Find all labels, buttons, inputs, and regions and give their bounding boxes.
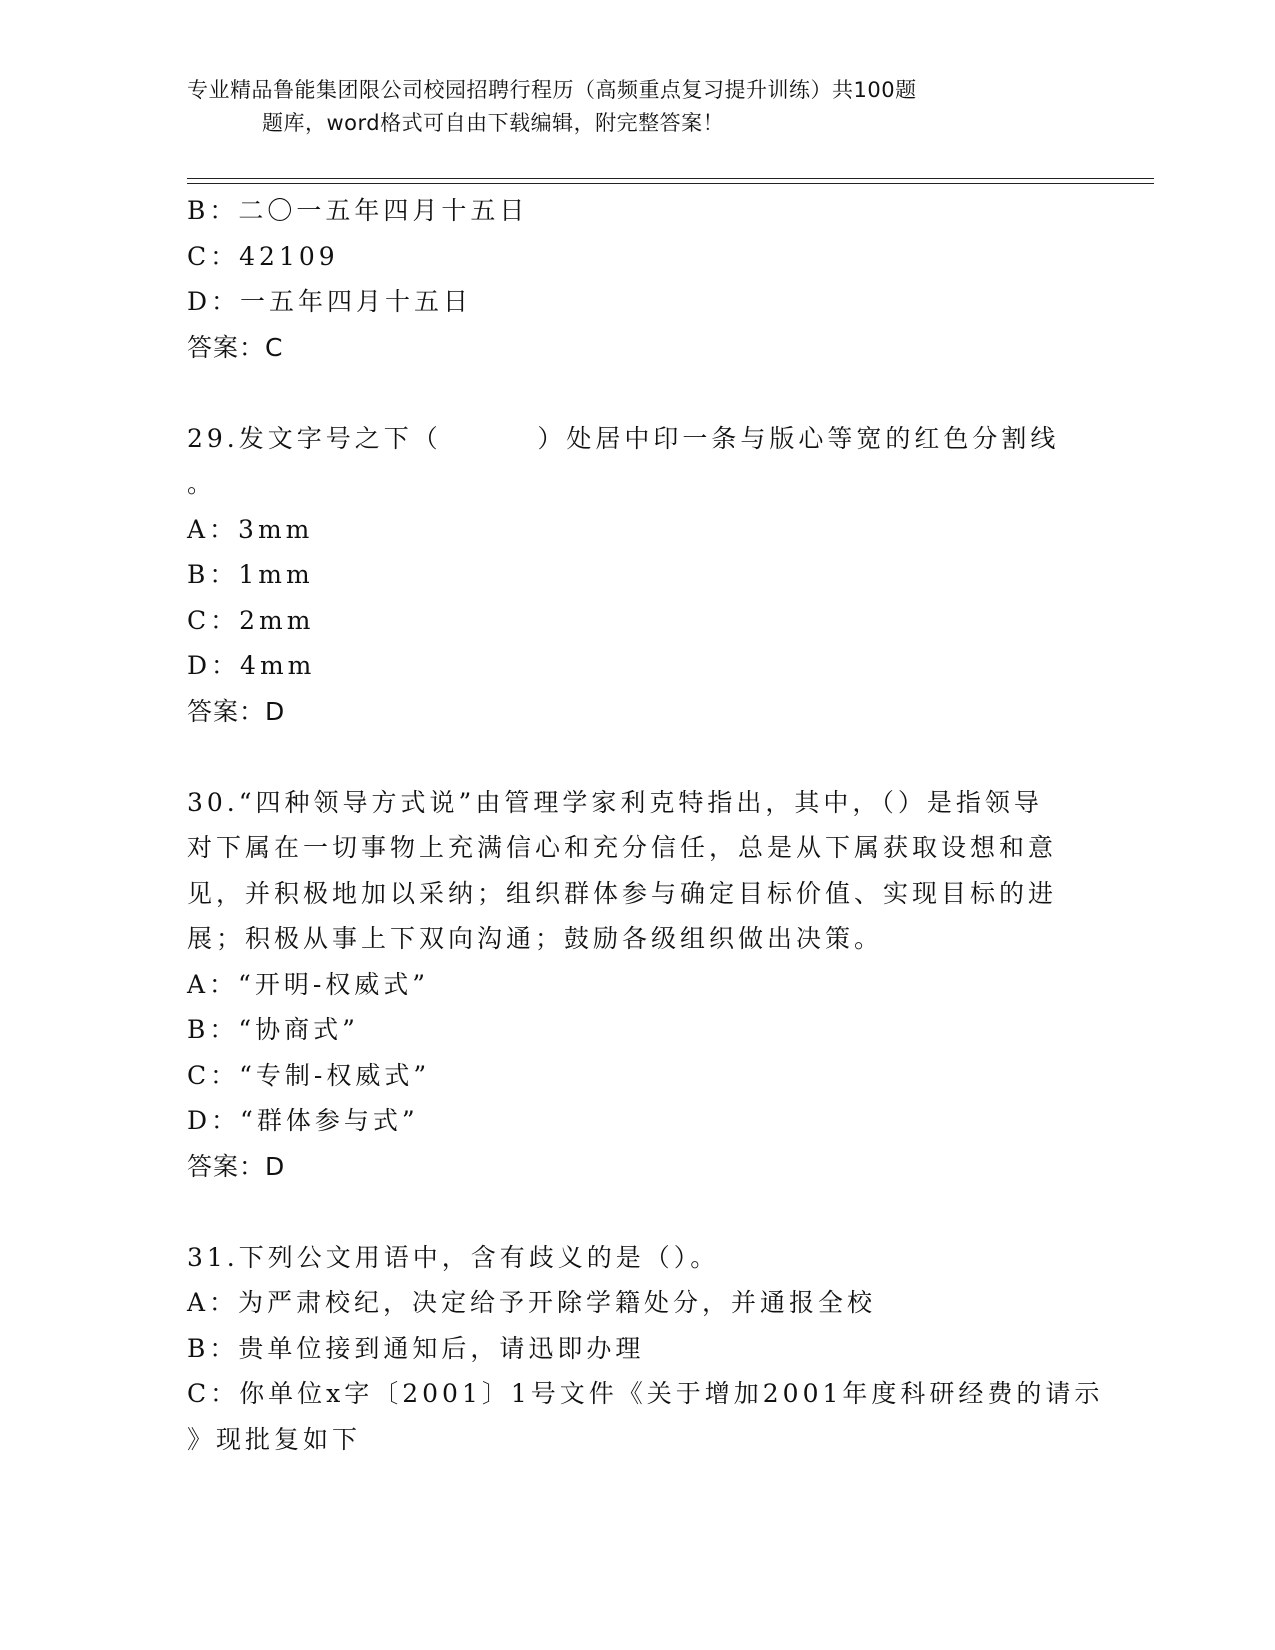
spacer (187, 734, 1087, 780)
document-header (187, 74, 1067, 140)
option-a: A：为严肃校纪，决定给予开除学籍处分，并通报全校 (187, 1288, 877, 1317)
question-list (187, 188, 1104, 1462)
option-c-continued: 》现批复如下 (187, 1424, 362, 1454)
option-b: B：贵单位接到通知后，请迅即办理 (187, 1333, 645, 1363)
header-title-line2: 题库，word格式可自由下载编辑，附完整答案！ (262, 111, 725, 135)
question-28 (187, 188, 1087, 370)
question-stem: 对下属在一切事物上充满信心和充分信任，总是从下属获取设想和意 (187, 833, 1058, 862)
header-title-line1: 专业精品鲁能集团限公司校园招聘行程历（高频重点复习提升训练）共100题 (187, 78, 917, 102)
question-stem: 。 (187, 469, 217, 498)
option-c: C：“专制-权威式” (187, 1060, 431, 1090)
question-stem: 30.“四种领导方式说”由管理学家利克特指出，其中，（）是指领导 (187, 787, 1043, 817)
question-29 (187, 416, 1087, 735)
answer: 答案：C (187, 332, 284, 362)
option-b: B：1mm (187, 560, 314, 589)
question-stem: 展；积极从事上下双向沟通；鼓励各级组织做出决策。 (187, 924, 884, 953)
option-a: A：“开明-权威式” (187, 969, 430, 999)
option-a: A：3mm (187, 514, 314, 544)
option-d: D：“群体参与式” (187, 1106, 419, 1135)
option-c: C：你单位x字〔2001〕1号文件《关于增加2001年度科研经费的请示 (187, 1379, 1104, 1408)
option-b: B：二〇一五年四月十五日 (187, 196, 529, 225)
option-c: C：2mm (187, 605, 315, 635)
header-divider-top (187, 178, 1154, 179)
option-d: D：4mm (187, 651, 316, 680)
question-30 (187, 780, 1087, 1190)
question-stem: 31.下列公文用语中，含有歧义的是（）。 (187, 1242, 720, 1272)
question-stem: 见，并积极地加以采纳；组织群体参与确定目标价值、实现目标的进 (187, 878, 1058, 908)
spacer (187, 1189, 1087, 1235)
header-divider-bottom (187, 183, 1154, 184)
answer: 答案：D (187, 696, 286, 726)
question-31 (187, 1235, 1104, 1463)
answer: 答案：D (187, 1151, 286, 1181)
option-b: B：“协商式” (187, 1015, 359, 1044)
option-d: D：一五年四月十五日 (187, 287, 473, 316)
spacer (187, 370, 1087, 416)
question-stem: 29.发文字号之下（ ）处居中印一条与版心等宽的红色分割线 (187, 423, 1060, 453)
option-c: C：42109 (187, 241, 339, 271)
